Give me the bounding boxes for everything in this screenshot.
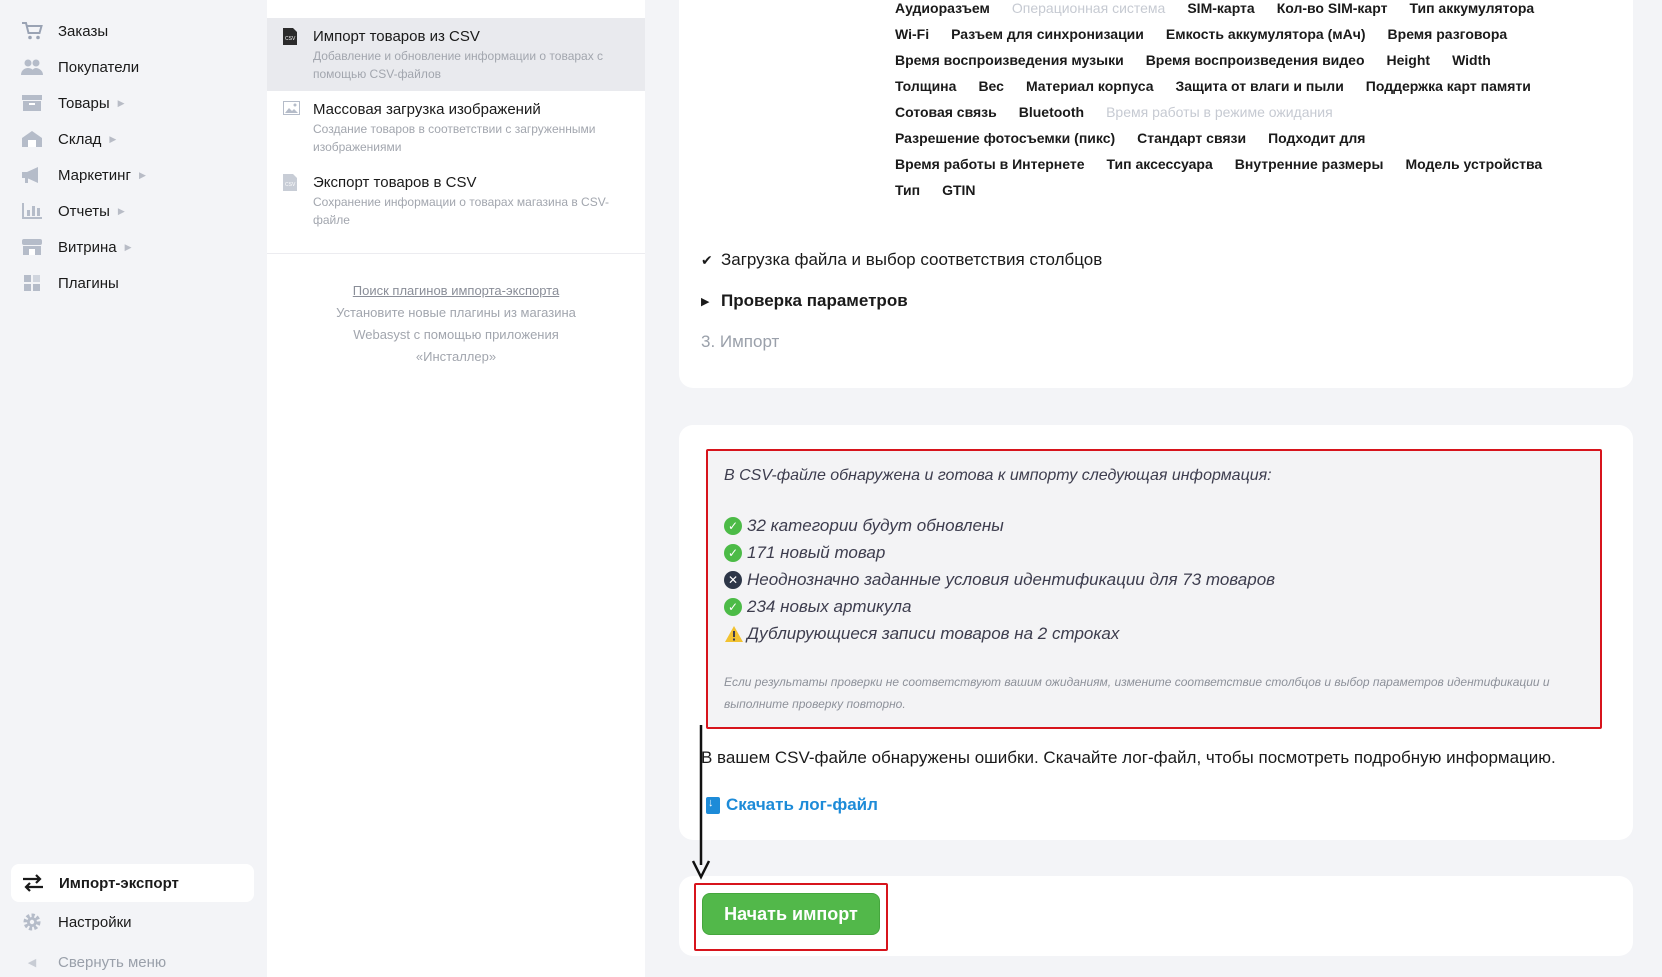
plugin-search-link[interactable]: Поиск плагинов импорта-экспорта — [352, 283, 560, 298]
success-check-icon: ✓ — [724, 598, 742, 616]
chevron-right-icon: ▶ — [138, 169, 146, 180]
field-tag: Аудиоразъем — [895, 0, 990, 16]
field-tag: Разрешение фотосъемки (пикс) — [895, 130, 1116, 146]
field-tag: Разъем для синхронизации — [951, 26, 1144, 42]
field-tag: Время работы в Интернете — [895, 156, 1085, 172]
warehouse-icon — [20, 129, 44, 149]
nav-item-reports[interactable] — [20, 196, 125, 226]
field-row — [895, 102, 1355, 122]
check-icon: ✔ — [701, 251, 713, 268]
plugin-item-export-csv[interactable] — [267, 164, 645, 244]
field-row — [895, 180, 998, 200]
field-tag: Толщина — [895, 78, 957, 94]
summary-item — [724, 512, 1584, 539]
chevron-right-icon: ▶ — [124, 241, 132, 252]
field-tag: Материал корпуса — [1025, 78, 1154, 94]
summary-item — [724, 566, 1584, 593]
plugin-title: Экспорт товаров в CSV — [313, 174, 477, 191]
storefront-icon — [20, 237, 44, 257]
chart-icon — [20, 201, 44, 221]
errors-message: В вашем CSV-файле обнаружены ошибки. Скачайте лог-файл, чтобы посмотреть подробную информацию. — [701, 748, 1556, 767]
nav-item-label: Настройки — [58, 913, 132, 931]
success-check-icon: ✓ — [724, 544, 742, 562]
start-import-highlight — [694, 883, 888, 951]
field-tag: Время воспроизведения видео — [1145, 52, 1365, 68]
field-row — [895, 0, 1556, 18]
import-action-card — [679, 876, 1633, 956]
field-tag: SIM-карта — [1187, 0, 1255, 16]
verification-result-card — [679, 425, 1633, 840]
nav-item-warehouse[interactable] — [20, 124, 116, 154]
field-tag: Время воспроизведения музыки — [895, 52, 1124, 68]
field-tag: Тип аксессуара — [1106, 156, 1213, 172]
nav-item-label: Импорт-экспорт — [59, 874, 179, 892]
error-x-icon: ✕ — [724, 571, 742, 589]
field-tag: GTIN — [942, 182, 976, 198]
main-sidebar — [0, 0, 265, 977]
nav-item-products[interactable] — [20, 88, 125, 118]
image-icon — [283, 100, 301, 164]
step-label: Загрузка файла и выбор соответствия столбцов — [721, 250, 1103, 269]
field-tag: Тип — [895, 182, 921, 198]
gear-icon — [20, 912, 44, 932]
field-tag: Height — [1386, 52, 1431, 68]
summary-note: Если результаты проверки не соответствуют вашим ожиданиям, измените соответствие столбцов и выбор параметров идентификации и выполните проверку повторно. — [724, 675, 1550, 711]
nav-item-settings[interactable] — [20, 907, 132, 937]
summary-item-text: Дублирующиеся записи товаров на 2 строках — [747, 623, 1120, 643]
step-label: 3. Импорт — [701, 332, 780, 351]
summary-item-text: 171 новый товар — [747, 542, 886, 562]
megaphone-icon — [20, 165, 44, 185]
plugin-item-import-csv[interactable] — [267, 18, 645, 91]
box-icon — [20, 93, 44, 113]
field-tag: Стандарт связи — [1137, 130, 1247, 146]
csv-file-icon — [283, 27, 301, 91]
collapse-menu-label: Свернуть меню — [58, 953, 167, 971]
users-icon — [20, 57, 44, 77]
field-tag: Время работы в режиме ожидания — [1106, 104, 1333, 120]
field-tag: Вес — [978, 78, 1004, 94]
field-tag: Время разговора — [1387, 26, 1508, 42]
divider — [267, 253, 645, 254]
field-tag: Емкость аккумулятора (мАч) — [1165, 26, 1366, 42]
summary-item — [724, 620, 1584, 647]
nav-item-label: Отчеты — [58, 202, 110, 220]
import-export-plugin-list — [267, 0, 645, 977]
plugin-desc: Сохранение информации о товарах магазина в CSV-файле — [313, 195, 610, 227]
step-import — [701, 332, 779, 352]
nav-item-label: Плагины — [58, 274, 119, 292]
step-upload[interactable] — [701, 250, 1102, 270]
nav-item-marketing[interactable] — [20, 160, 146, 190]
summary-item — [724, 539, 1584, 566]
collapse-menu-button[interactable] — [20, 947, 166, 977]
step-verify[interactable] — [701, 291, 908, 311]
swap-arrows-icon — [21, 873, 45, 893]
download-log-label: Скачать лог-файл — [726, 795, 878, 814]
warning-triangle-icon — [724, 625, 744, 643]
field-tag: Поддержка карт памяти — [1365, 78, 1531, 94]
download-log-link[interactable] — [706, 795, 878, 815]
summary-item-text: Неоднозначно заданные условия идентификации для 73 товаров — [747, 569, 1276, 589]
chevron-left-icon: ◀ — [27, 956, 37, 969]
nav-item-plugins[interactable] — [20, 268, 119, 298]
plugin-item-bulk-images[interactable] — [267, 91, 645, 164]
field-tag: Операционная система — [1011, 0, 1166, 16]
field-tag: Сотовая связь — [895, 104, 997, 120]
cart-icon — [20, 21, 44, 41]
triangle-right-icon: ▶ — [701, 295, 710, 308]
nav-item-customers[interactable] — [20, 52, 139, 82]
nav-item-orders[interactable] — [20, 16, 108, 46]
field-row — [895, 76, 1553, 96]
start-import-button[interactable]: Начать импорт — [702, 893, 880, 935]
summary-item-text: 32 категории будут обновлены — [747, 515, 1004, 535]
plugins-icon — [20, 273, 44, 293]
summary-item — [724, 593, 1584, 620]
field-tag: Кол-во SIM-карт — [1276, 0, 1388, 16]
field-row — [895, 50, 1513, 70]
nav-item-import-export[interactable] — [11, 864, 254, 902]
field-tag: Тип аккумулятора — [1409, 0, 1535, 16]
field-row — [895, 154, 1564, 174]
field-tag: Bluetooth — [1018, 104, 1085, 120]
field-row — [895, 24, 1529, 44]
field-row — [895, 128, 1387, 148]
verification-summary — [706, 449, 1602, 729]
field-tag: Width — [1452, 52, 1491, 68]
chevron-right-icon: ▶ — [117, 205, 125, 216]
csv-file-icon — [283, 173, 301, 244]
import-steps-card — [679, 0, 1633, 388]
summary-intro: В CSV-файле обнаружена и готова к импорту следующая информация: — [724, 467, 1272, 484]
plugin-search-hint — [267, 280, 645, 368]
step-label: Проверка параметров — [721, 291, 908, 310]
plugin-desc: Создание товаров в соответствии с загруженными изображениями — [313, 122, 596, 154]
success-check-icon: ✓ — [724, 517, 742, 535]
nav-item-storefront[interactable] — [20, 232, 132, 262]
nav-item-label: Витрина — [58, 238, 117, 256]
nav-item-label: Товары — [58, 94, 110, 112]
nav-item-label: Заказы — [58, 22, 109, 40]
plugin-title: Массовая загрузка изображений — [313, 101, 541, 118]
nav-item-label: Склад — [58, 130, 102, 148]
nav-item-label: Покупатели — [58, 58, 140, 76]
summary-item-text: 234 новых артикула — [747, 596, 912, 616]
svg-text:CSV: CSV — [285, 36, 296, 42]
plugin-title: Импорт товаров из CSV — [313, 28, 480, 45]
field-tag: Модель устройства — [1405, 156, 1543, 172]
svg-text:CSV: CSV — [285, 182, 296, 188]
field-tag: Защита от влаги и пыли — [1175, 78, 1344, 94]
field-tag: Подходит для — [1268, 130, 1366, 146]
field-tag: Внутренние размеры — [1234, 156, 1384, 172]
nav-item-label: Маркетинг — [58, 166, 131, 184]
annotation-arrow-icon — [690, 725, 712, 880]
plugin-desc: Добавление и обновление информации о товарах с помощью CSV-файлов — [313, 49, 604, 81]
field-tag: Wi-Fi — [895, 26, 930, 42]
chevron-right-icon: ▶ — [109, 133, 117, 144]
chevron-right-icon: ▶ — [117, 97, 125, 108]
plugin-search-text: Установите новые плагины из магазина Webasyst с помощью приложения «Инсталлер» — [336, 305, 576, 364]
